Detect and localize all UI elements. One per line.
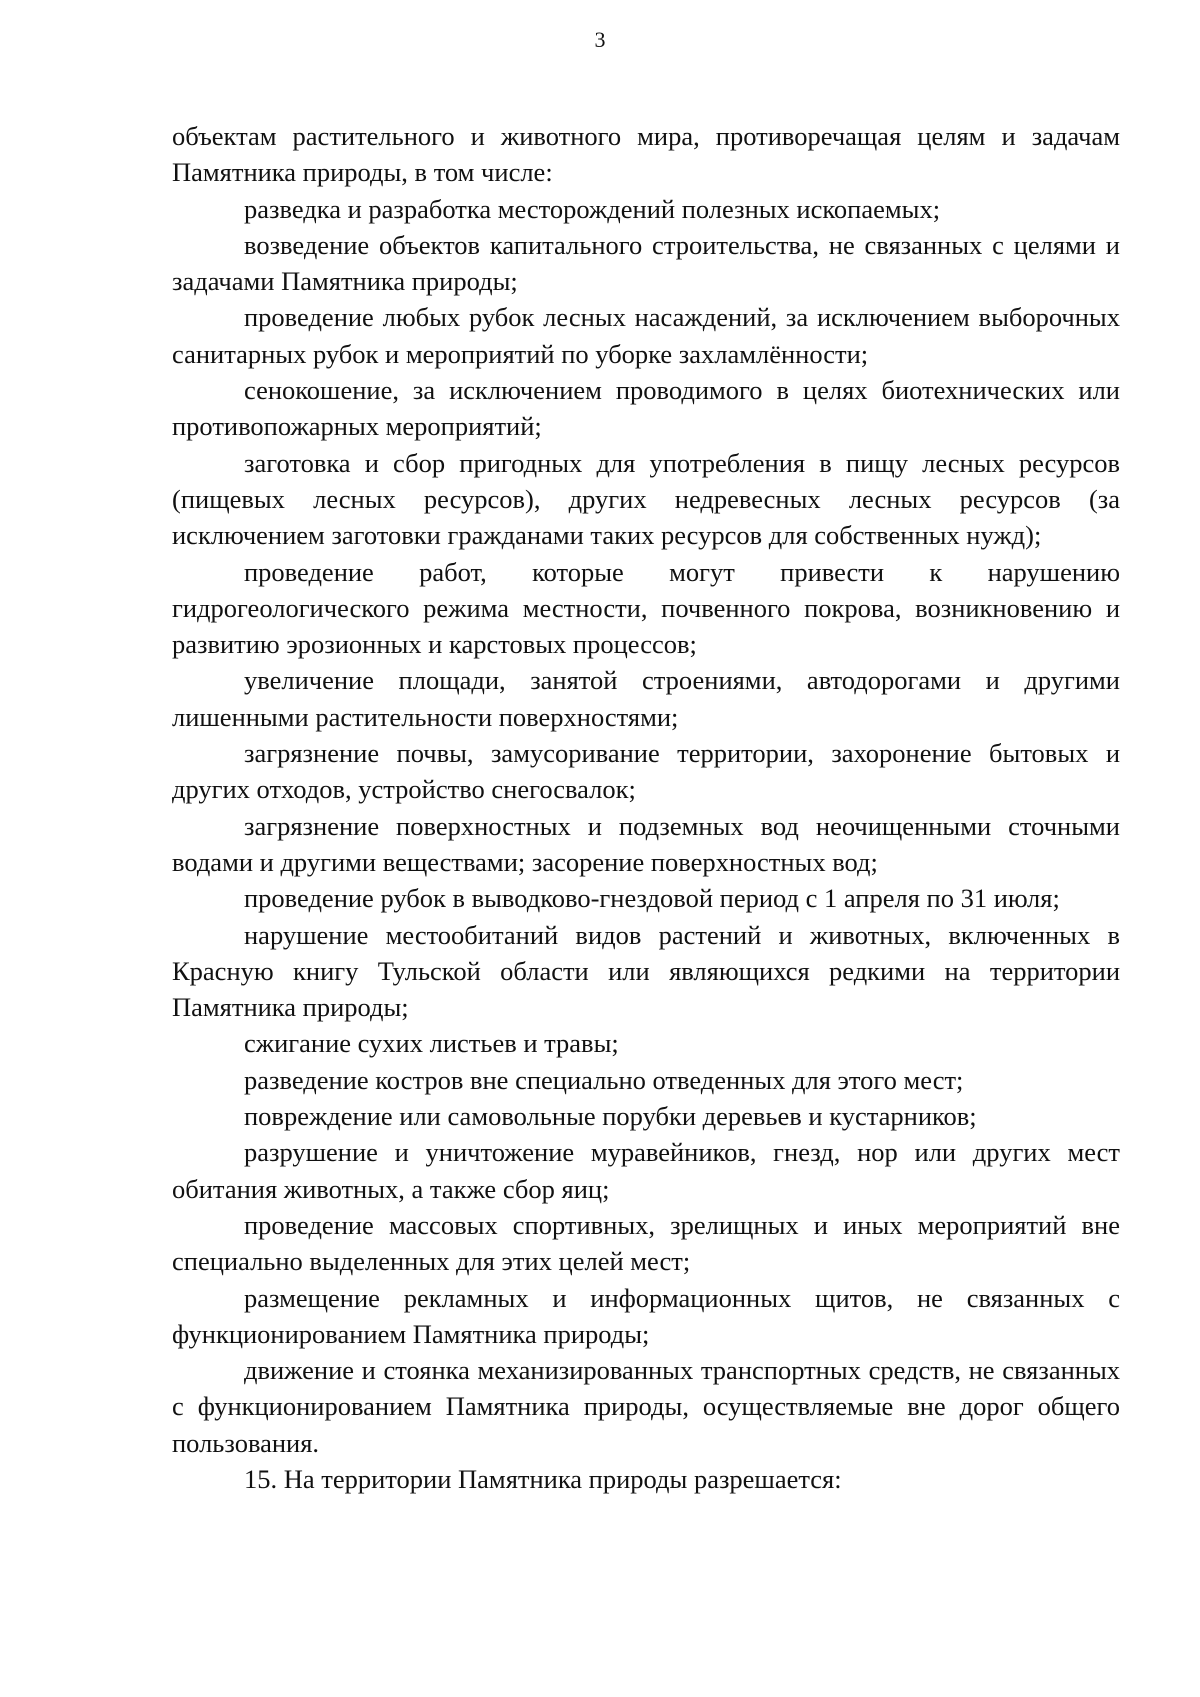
paragraph-advertising: размещение рекламных и информационных щитов, не связанных с функционированием Памятника природы; [172,1282,1120,1349]
paragraph-continuation: объектам растительного и животного мира, противоречащая целям и задачам Памятника природы, в том числе: [172,121,1120,188]
paragraph-red-book-habitats: нарушение местообитаний видов растений и животных, включенных в Красную книгу Тульской области или являющихся редкими на территории Памятника природы; [172,919,1120,1023]
paragraph-mineral-exploration: разведка и разработка месторождений полезных ископаемых; [244,193,941,224]
paragraph-vehicles: движение и стоянка механизированных транспортных средств, не связанных с функционированием Памятника природы, осуществляемые вне дорог общего пользования. [172,1355,1120,1458]
paragraph-tree-damage: повреждение или самовольные порубки деревьев и кустарников; [244,1101,977,1132]
paragraph-logging: проведение любых рубок лесных насаждений, за исключением выборочных санитарных рубок и мероприятий по уборке захламлённости; [172,302,1120,369]
paragraph-nesting-period: проведение рубок в выводково-гнездовой период с 1 апреля по 31 июля; [244,883,1060,914]
paragraph-section-15: 15. На территории Памятника природы разрешается: [244,1463,842,1494]
paragraph-campfires: разведение костров вне специально отведенных для этого мест; [244,1064,964,1095]
paragraph-area-increase: увеличение площади, занятой строениями, автодорогами и другими лишенными растительности поверхностями; [172,665,1120,732]
paragraph-water-pollution: загрязнение поверхностных и подземных вод неочищенными сточными водами и другими веществами; засорение поверхностных вод; [172,810,1120,877]
paragraph-soil-pollution: загрязнение почвы, замусоривание территории, захоронение бытовых и других отходов, устройство снегосвалок; [172,738,1120,805]
paragraph-forest-resources: заготовка и сбор пригодных для употребления в пищу лесных ресурсов (пищевых лесных ресурсов), других недревесных лесных ресурсов (за исключением заготовки гражданами таких ресурсов для собственных нужд); [172,447,1120,551]
paragraph-construction: возведение объектов капитального строительства, не связанных с целями и задачами Памятника природы; [172,229,1120,297]
paragraph-mass-events: проведение массовых спортивных, зрелищных и иных мероприятий вне специально выделенных для этих целей мест; [172,1209,1120,1277]
page-number: 3 [594,27,606,52]
paragraph-burning-leaves: сжигание сухих листьев и травы; [244,1028,619,1059]
paragraph-hydrogeology: проведение работ, которые могут привести к нарушению гидрогеологического режима местности, почвенного покрова, возникновению и развитию эрозионных и карстовых процессов; [172,556,1120,660]
paragraph-haymaking: сенокошение, за исключением проводимого в целях биотехнических или противопожарных мероприятий; [172,375,1120,442]
paragraph-anthills-nests: разрушение и уничтожение муравейников, гнезд, нор или других мест обитания животных, а также сбор яиц; [172,1137,1120,1204]
document-body [172,118,1120,1497]
